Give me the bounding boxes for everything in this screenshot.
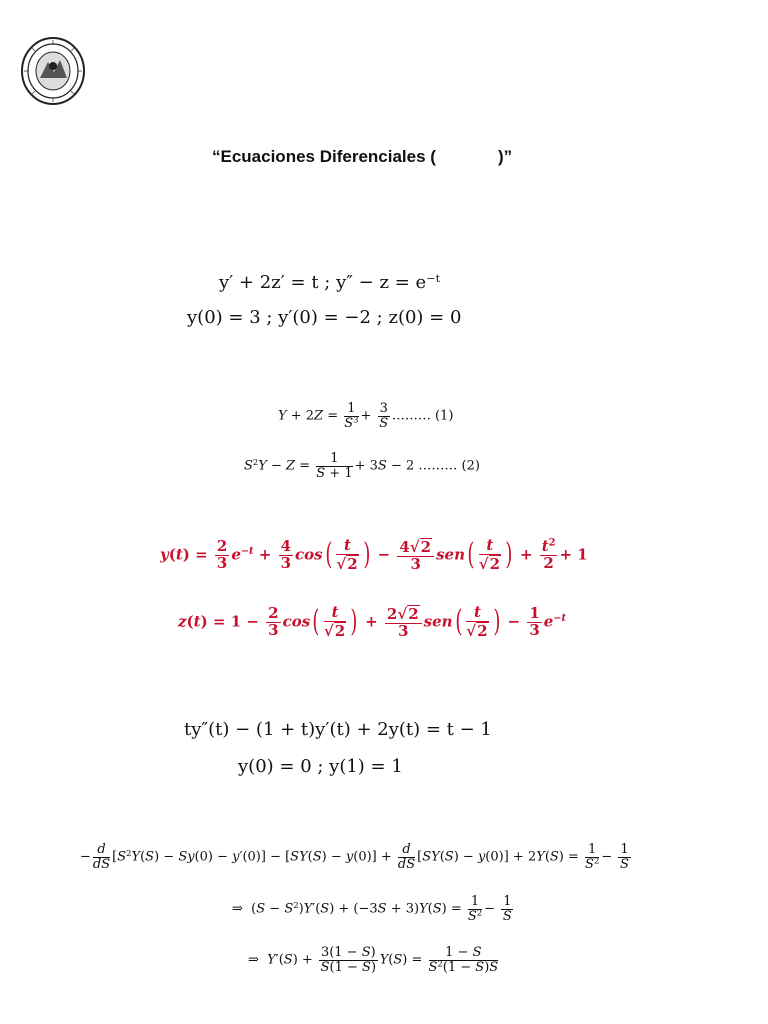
system-equation-1: y′ + 2z′ = t ; y″ − z = e⁻ᵗ: [219, 272, 441, 293]
page-title: [212, 147, 512, 167]
solution-y: y(t) = $\frac{2}{3}$ $e^{-t}$ + $\frac{4}{3}$ cos( $\frac{t}{√2}$ ) − $\frac{4√2}{3}$ sen( $\frac{t}{√2}$ ) + $\frac{t^2}{2}$ + 1: [160, 536, 588, 573]
transformed-equation-1: Y + 2Z = $\frac{1}{S^3}$ + $\frac{3}{S}$ ……… (1): [278, 401, 454, 431]
university-seal-icon: [20, 36, 86, 106]
solution-z: z(t) = 1 − $\frac{2}{3}$ cos( $\frac{t}{√2}$ ) + $\frac{2√2}{3}$ sen( $\frac{t}{√2}$ ) − $\frac{1}{3}$ $e^{-t}$: [178, 603, 566, 640]
laplace-derivation-2: ⇒ $(S - S^2)Y'(S) + (-3S + 3)Y(S)$ = $\frac{1}{S^2}$ − $\frac{1}{S}$: [232, 894, 512, 924]
page-title-text: “Ecuaciones Diferenciales (: [212, 147, 436, 166]
ode-equation-2: ty″(t) − (1 + t)y′(t) + 2y(t) = t − 1: [184, 719, 492, 740]
initial-conditions-1: y(0) = 3 ; y′(0) = −2 ; z(0) = 0: [187, 307, 462, 328]
laplace-derivation-1: − $\frac{d}{dS}$ $[S^2Y(S) - Sy(0) - y'(0)] - [SY(S) - y(0)]$ + $\frac{d}{dS}$ [SY(S) − y(0)] + 2Y(S) = $\frac{1}{S^2}$ − $\frac{1}{S}$: [80, 842, 629, 872]
laplace-derivation-3: ⇒ Y′(S) + $\frac{3(1 - S)}{S(1 - S)}$ Y(S) = $\frac{1 - S}{S^2(1 - S)S}$: [248, 945, 499, 975]
boundary-conditions-2: y(0) = 0 ; y(1) = 1: [238, 756, 403, 777]
page-title-end: )”: [497, 147, 513, 166]
transformed-equation-2: $S^2Y - Z$ = $\frac{1}{S + 1}$ + 3S − 2 ……… (2): [244, 451, 480, 481]
